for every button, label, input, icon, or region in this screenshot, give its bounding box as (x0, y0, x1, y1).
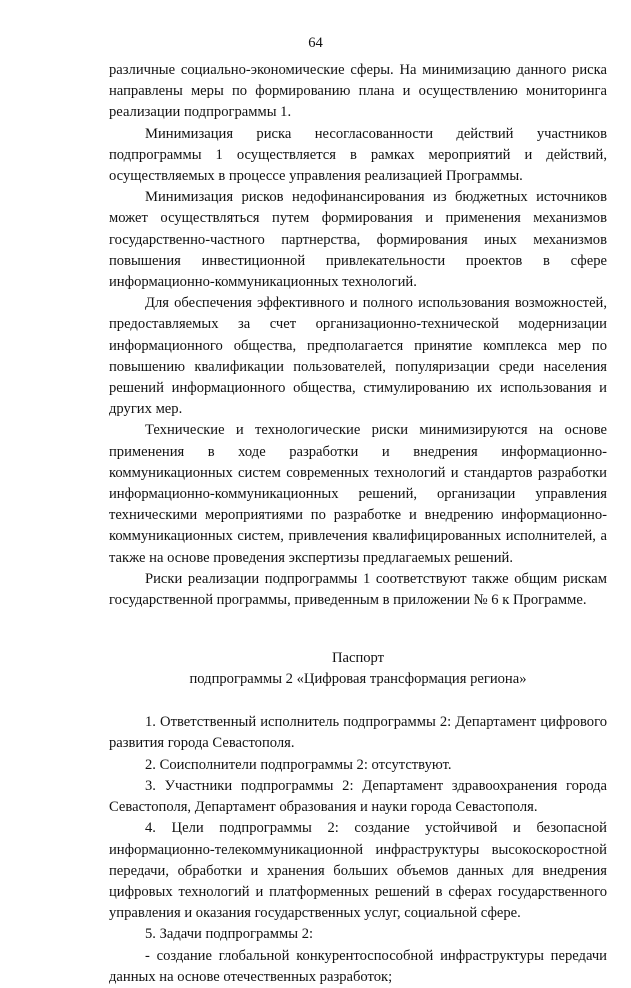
document-body (109, 60, 607, 988)
paragraph: 3. Участники подпрограммы 2: Департамент здравоохранения города Севастополя, Департамент образования и науки города Севастополя. (109, 777, 607, 816)
paragraph: Для обеспечения эффективного и полного использования возможностей, предоставляемых за счет организационно-технической модернизации информационного общества, предполагается принятие комплекса мер по повышению квалификации пользователей, популяризации среди населения решений информационного общества, стимулированию их использования и других мер. (109, 295, 607, 418)
page-number: 64 (308, 35, 323, 51)
passport-title: Паспорт (331, 650, 385, 667)
paragraph: Минимизация рисков недофинансирования из бюджетных источников может осуществляться путем формирования и применения механизмов государственно-частного партнерства, формирования иных механизмов повышения инвестиционной привлекательности проектов в сфере информационно-коммуникационных технологий. (109, 189, 607, 291)
paragraph: 2. Соисполнители подпрограммы 2: отсутствуют. (145, 756, 452, 773)
paragraph: 1. Ответственный исполнитель подпрограммы 2: Департамент цифрового развития города Севастополя. (109, 714, 607, 752)
paragraph: различные социально-экономические сферы. На минимизацию данного риска направлены меры по формированию плана и осуществлению мониторинга реализации подпрограммы 1. (109, 62, 607, 121)
paragraph: 5. Задачи подпрограммы 2: (145, 926, 314, 943)
paragraph: Риски реализации подпрограммы 1 соответствуют также общим рискам государственной программы, приведенным в приложении № 6 к Программе. (109, 570, 607, 609)
paragraph: - создание глобальной конкурентоспособной инфраструктуры передачи данных на основе отечественных разработок; (109, 947, 607, 985)
passport-subtitle: подпрограммы 2 «Цифровая трансформация региона» (189, 671, 527, 688)
paragraph: 4. Цели подпрограммы 2: создание устойчивой и безопасной информационно-телекоммуникационной инфраструктуры высокоскоростной передачи, обработки и хранения больших объемов данных для внедрения цифровых технологий и платформенных решений в сферах государственного управления и оказания государственных услуг, социальной сфере. (109, 820, 607, 922)
paragraph: Минимизация риска несогласованности действий участников подпрограммы 1 осуществляется в рамках мероприятий и действий, осуществляемых в процессе управления реализацией Программы. (109, 125, 607, 185)
paragraph: Технические и технологические риски минимизируются на основе применения в ходе разработки и внедрения информационно-коммуникационных систем современных технологий и стандартов разработки информационно-коммуникационных решений, организации управления техническими мероприятиями по разработке и внедрению информационно-коммуникационных систем, привлечения квалифицированных исполнителей, а также на основе проведения экспертизы предлагаемых решений. (109, 422, 607, 566)
